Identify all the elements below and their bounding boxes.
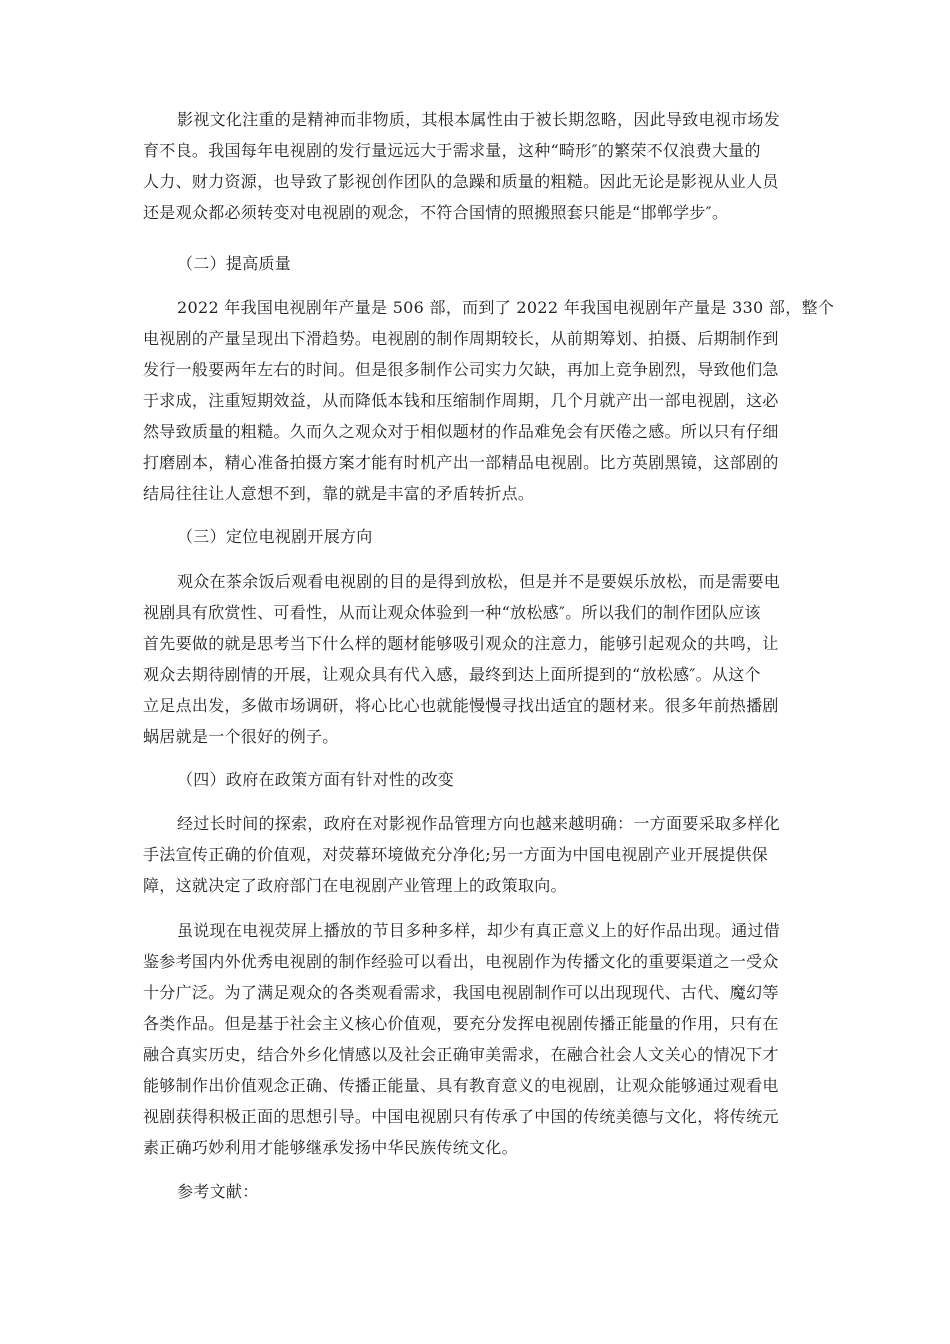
paragraph-line: 鉴参考国内外优秀电视剧的制作经验可以看出，电视剧作为传播文化的重要渠道之一受众	[143, 952, 779, 971]
paragraph-line: 蜗居就是一个很好的例子。	[143, 727, 339, 746]
paragraph-line: 发行一般要两年左右的时间。但是很多制作公司实力欠缺，再加上竞争剧烈，导致他们急	[143, 360, 779, 379]
section-heading-text: （三）定位电视剧开展方向	[177, 527, 373, 546]
paragraph-film-culture	[143, 104, 808, 228]
paragraph-line: 手法宣传正确的价值观，对荧幕环境做充分净化;另一方面为中国电视剧产业开展提供保	[143, 845, 769, 864]
paragraph-line: 然导致质量的粗糙。久而久之观众对于相似题材的作品难免会有厌倦之感。所以只有仔细	[143, 422, 779, 441]
paragraph-line: 障，这就决定了政府部门在电视剧产业管理上的政策取向。	[143, 876, 567, 895]
paragraph-line: 经过长时间的探索，政府在对影视作品管理方向也越来越明确：一方面要采取多样化	[177, 814, 781, 833]
section-heading-direction	[143, 521, 808, 552]
paragraph-line: 结局往往让人意想不到，靠的就是丰富的矛盾转折点。	[143, 484, 535, 503]
paragraph-line: 立足点出发，多做市场调研，将心比心也就能慢慢寻找出适宜的题材来。很多年前热播剧	[143, 696, 779, 715]
paragraph-government	[143, 808, 808, 901]
paragraph-line: 人力、财力资源，也导致了影视创作团队的急躁和质量的粗糙。因此无论是影视从业人员	[143, 172, 779, 191]
section-heading-text: （四）政府在政策方面有针对性的改变	[177, 770, 455, 789]
paragraph-line: 观众去期待剧情的开展，让观众具有代入感，最终到达上面所提到的“放松感″。从这个	[143, 665, 761, 684]
paragraph-line: 2022 年我国电视剧年产量是 506 部，而到了 2022 年我国电视剧年产量是 330 部，整个	[177, 298, 835, 317]
paragraph-line: 育不良。我国每年电视剧的发行量远远大于需求量，这种“畸形″的繁荣不仅浪费大量的	[143, 141, 761, 160]
paragraph-line: 融合真实历史，结合外乡化情感以及社会正确审美需求，在融合社会人文关心的情况下才	[143, 1045, 779, 1064]
section-heading-text: （二）提高质量	[177, 254, 292, 273]
section-heading-improve-quality	[143, 248, 808, 279]
references-label: 参考文献：	[177, 1182, 259, 1201]
paragraph-quality	[143, 292, 835, 509]
paragraph-line: 打磨剧本，精心准备拍摄方案才能有时机产出一部精品电视剧。比方英剧黑镜，这部剧的	[143, 453, 779, 472]
paragraph-line: 素正确巧妙利用才能够继承发扬中华民族传统文化。	[143, 1138, 518, 1157]
paragraph-line: 各类作品。但是基于社会主义核心价值观，要充分发挥电视剧传播正能量的作用，只有在	[143, 1014, 779, 1033]
paragraph-tv-programs	[143, 915, 808, 1163]
paragraph-line: 视剧具有欣赏性、可看性，从而让观众体验到一种“放松感″。所以我们的制作团队应该	[143, 603, 761, 622]
paragraph-line: 影视文化注重的是精神而非物质，其根本属性由于被长期忽略，因此导致电视市场发	[177, 110, 781, 129]
references-heading	[143, 1176, 808, 1207]
section-heading-government-policy	[143, 764, 808, 795]
paragraph-line: 十分广泛。为了满足观众的各类观看需求，我国电视剧制作可以出现现代、古代、魔幻等	[143, 983, 779, 1002]
paragraph-direction	[143, 566, 808, 752]
paragraph-line: 还是观众都必须转变对电视剧的观念，不符合国情的照搬照套只能是“邯郸学步″。	[143, 203, 729, 222]
paragraph-line: 视剧获得积极正面的思想引导。中国电视剧只有传承了中国的传统美德与文化，将传统元	[143, 1107, 779, 1126]
paragraph-line: 能够制作出价值观念正确、传播正能量、具有教育意义的电视剧，让观众能够通过观看电	[143, 1076, 779, 1095]
paragraph-line: 电视剧的产量呈现出下滑趋势。电视剧的制作周期较长，从前期筹划、拍摄、后期制作到	[143, 329, 779, 348]
paragraph-line: 于求成，注重短期效益，从而降低本钱和压缩制作周期，几个月就产出一部电视剧，这必	[143, 391, 779, 410]
paragraph-line: 首先要做的就是思考当下什么样的题材能够吸引观众的注意力，能够引起观众的共鸣，让	[143, 634, 779, 653]
paragraph-line: 观众在茶余饭后观看电视剧的目的是得到放松，但是并不是要娱乐放松，而是需要电	[177, 572, 781, 591]
paragraph-line: 虽说现在电视荧屏上播放的节目多种多样，却少有真正意义上的好作品出现。通过借	[177, 921, 781, 940]
